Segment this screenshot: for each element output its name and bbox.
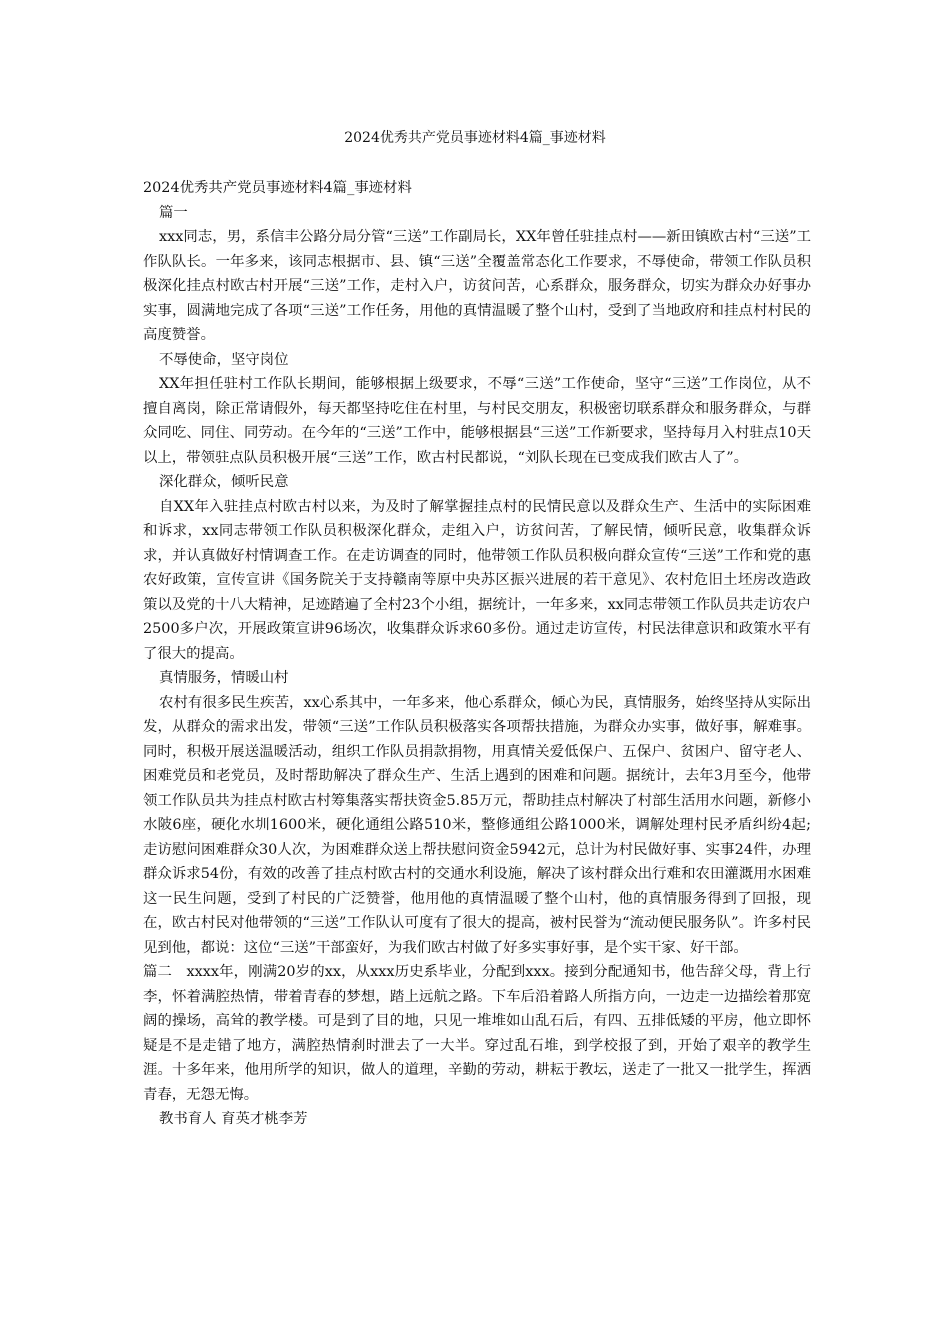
paragraph: 篇一: [159, 204, 188, 221]
paragraph: 深化群众，倾听民意: [159, 474, 289, 490]
document-body: [143, 176, 811, 1132]
page-header-title: 2024优秀共产党员事迹材料4篇_事迹材料: [344, 130, 606, 146]
paragraph: 真情服务，情暖山村: [159, 670, 289, 686]
paragraph: xxx同志，男，系信丰公路分局分管“三送”工作副局长，XX年曾任驻挂点村——新田镇欧古村“三送”工作队队长。一年多来，该同志根据市、县、镇“三送”全覆盖常态化工作要求，不辱使命，带领工作队员积极深化挂点村欧古村开展“三送”工作，走村入户，访贫问苦，心系群众，服务群众，切实为群众办好事办实事，圆满地完成了各项“三送”工作任务，用他的真情温暖了整个山村，受到了当地政府和挂点村村民的高度赞誉。: [143, 229, 811, 343]
paragraph: 自XX年入驻挂点村欧古村以来，为及时了解掌握挂点村的民情民意以及群众生产、生活中的实际困难和诉求，xx同志带领工作队员积极深化群众，走组入户，访贫问苦，了解民情，倾听民意，收集群众诉求，并认真做好村情调查工作。在走访调查的同时，他带领工作队员积极向群众宣传“三送”工作和党的惠农好政策，宣传宣讲《国务院关于支持赣南等原中央苏区振兴进展的若干意见》、农村危旧土坯房改造政策以及党的十八大精神，足迹踏遍了全村23个小组，据统计，一年多来，xx同志带领工作队员共走访农户2500多户次，开展政策宣讲96场次，收集群众诉求60多份。通过走访宣传，村民法律意识和政策水平有了很大的提高。: [143, 498, 811, 662]
paragraph: 不辱使命，坚守岗位: [159, 351, 289, 368]
paragraph: 2024优秀共产党员事迹材料4篇_事迹材料: [143, 180, 412, 196]
paragraph: 教书育人 育英才桃李芳: [159, 1111, 308, 1127]
paragraph: 篇二 xxxx年，刚满20岁的xx，从xxx历史系毕业，分配到xxx。接到分配通知书，他告辞父母，背上行李，怀着满腔热情，带着青春的梦想，踏上远航之路。下车后沿着路人所指方向，一边走一边描绘着那宽阔的操场，高耸的教学楼。可是到了目的地，只见一堆堆如山乱石后，有四、五排低矮的平房，他立即怀疑是不是走错了地方，满腔热情刹时泄去了一大半。穿过乱石堆，到学校报了到，开始了艰辛的教学生涯。十多年来，他用所学的知识，做人的道理，辛勤的劳动，耕耘于教坛，送走了一批又一批学生，挥洒青春，无怨无悔。: [143, 964, 811, 1103]
paragraph: 农村有很多民生疾苦，xx心系其中，一年多来，他心系群众，倾心为民，真情服务，始终坚持从实际出发，从群众的需求出发，带领“三送”工作队员积极落实各项帮扶措施，为群众办实事，做好事，解难事。同时，积极开展送温暖活动，组织工作队员捐款捐物，用真情关爱低保户、五保户、贫困户、留守老人、困难党员和老党员，及时帮助解决了群众生产、生活上遇到的困难和问题。据统计，去年3月至今，他带领工作队员共为挂点村欧古村筹集落实帮扶资金5.85万元，帮助挂点村解决了村部生活用水问题，新修小水陂6座，硬化水圳1600米，硬化通组公路510米，整修通组公路1000米，调解处理村民矛盾纠纷4起;走访慰问困难群众30人次，为困难群众送上帮扶慰问资金5942元，总计为村民做好事、实事24件，办理群众诉求54份，有效的改善了挂点村欧古村的交通水利设施，解决了该村群众出行难和农田灌溉用水困难这一民生问题，受到了村民的广泛赞誉，他用他的真情温暖了整个山村，他的真情服务得到了回报，现在，欧古村民对他带领的“三送”工作队认可度有了很大的提高，被村民誉为“流动便民服务队”。许多村民见到他，都说：这位“三送”干部蛮好，为我们欧古村做了好多实事好事，是个实干家、好干部。: [143, 694, 811, 956]
paragraph: XX年担任驻村工作队长期间，能够根据上级要求，不辱“三送”工作使命，坚守“三送”工作岗位，从不擅自离岗，除正常请假外，每天都坚持吃住在村里，与村民交朋友，积极密切联系群众和服务群众，与群众同吃、同住、同劳动。在今年的“三送”工作中，能够根据县“三送”工作新要求，坚持每月入村驻点10天以上，带领驻点队员积极开展“三送”工作，欧古村民都说，“刘队长现在已变成我们欧古人了”。: [143, 376, 811, 466]
